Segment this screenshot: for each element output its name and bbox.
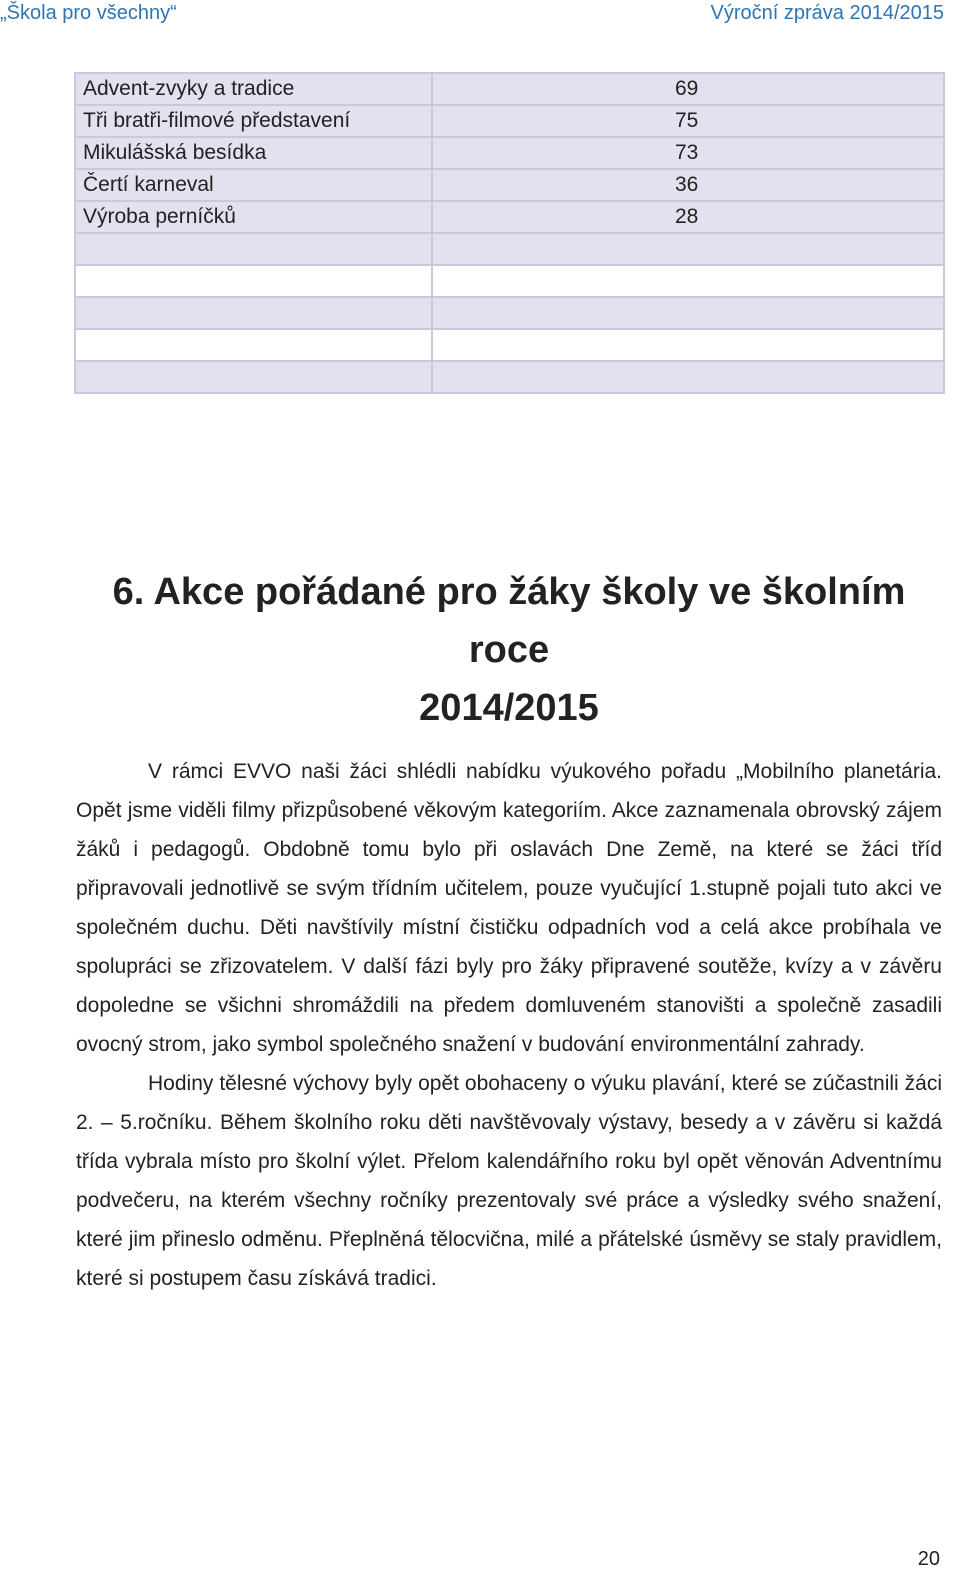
section-title xyxy=(74,563,944,737)
event-count xyxy=(432,265,944,297)
event-count: 73 xyxy=(432,137,944,169)
table-row xyxy=(75,297,944,329)
event-count: 69 xyxy=(432,73,944,105)
table-row xyxy=(75,169,944,201)
event-name xyxy=(75,329,432,361)
page-number: 20 xyxy=(917,1548,940,1570)
event-count xyxy=(432,297,944,329)
event-name: Čertí karneval xyxy=(75,169,432,201)
event-name: Tři bratři-filmové představení xyxy=(75,105,432,137)
event-count xyxy=(432,329,944,361)
table-row xyxy=(75,329,944,361)
event-name xyxy=(75,233,432,265)
events-table xyxy=(74,72,945,394)
header-report-title: Výroční zpráva 2014/2015 xyxy=(710,2,944,24)
event-count: 36 xyxy=(432,169,944,201)
event-name xyxy=(75,361,432,393)
event-name: Advent-zvyky a tradice xyxy=(75,73,432,105)
event-count xyxy=(432,361,944,393)
table-row xyxy=(75,265,944,297)
table-row xyxy=(75,105,944,137)
paragraph: Hodiny tělesné výchovy byly opět obohaceny o výuku plavání, které se zúčastnili žáci 2. – 5.ročníku. Během školního roku děti navštěvovaly výstavy, besedy a v závěru si každá třída vybrala místo pro školní výlet. Přelom kalendářního roku byl opět věnován Adventnímu podvečeru, na kterém všechny ročníky prezentovaly své práce a výsledky svého snažení, které jim přineslo odměnu. Přeplněná tělocvična, milé a přátelské úsměvy se staly pravidlem, které si postupem času získává tradici. xyxy=(76,1072,942,1290)
event-name xyxy=(75,265,432,297)
event-count xyxy=(432,233,944,265)
event-name: Mikulášská besídka xyxy=(75,137,432,169)
table-row xyxy=(75,201,944,233)
paragraph: V rámci EVVO naši žáci shlédli nabídku výukového pořadu „Mobilního planetária. Opět jsme viděli filmy přizpůsobené věkovým kategoriím. Akce zaznamenala obrovský zájem žáků i pedagogů. Obdobně tomu bylo při oslavách Dne Země, na které se žáci tříd připravovali jednotlivě se svým třídním učitelem, pouze vyučující 1.stupně pojali tuto akci ve společném duchu. Děti navštívily místní čističku odpadních vod a celá akce probíhala ve spolupráci se zřizovatelem. V další fázi byly pro žáky připravené soutěže, kvízy a v závěru dopoledne se všichni shromáždili na předem domluveném stanovišti a společně zasadili ovocný strom, jako symbol společného snažení v budování environmentální zahrady. xyxy=(76,760,942,1056)
section-title-line2: 2014/2015 xyxy=(419,687,599,730)
event-count: 75 xyxy=(432,105,944,137)
header-school-name: „Škola pro všechny“ xyxy=(0,2,177,24)
event-count: 28 xyxy=(432,201,944,233)
section-body xyxy=(76,752,942,1298)
table-row xyxy=(75,361,944,393)
table-row xyxy=(75,137,944,169)
section-title-line1: 6. Akce pořádané pro žáky školy ve školním roce xyxy=(112,571,906,672)
event-name: Výroba perníčků xyxy=(75,201,432,233)
table-row xyxy=(75,73,944,105)
event-name xyxy=(75,297,432,329)
table-row xyxy=(75,233,944,265)
